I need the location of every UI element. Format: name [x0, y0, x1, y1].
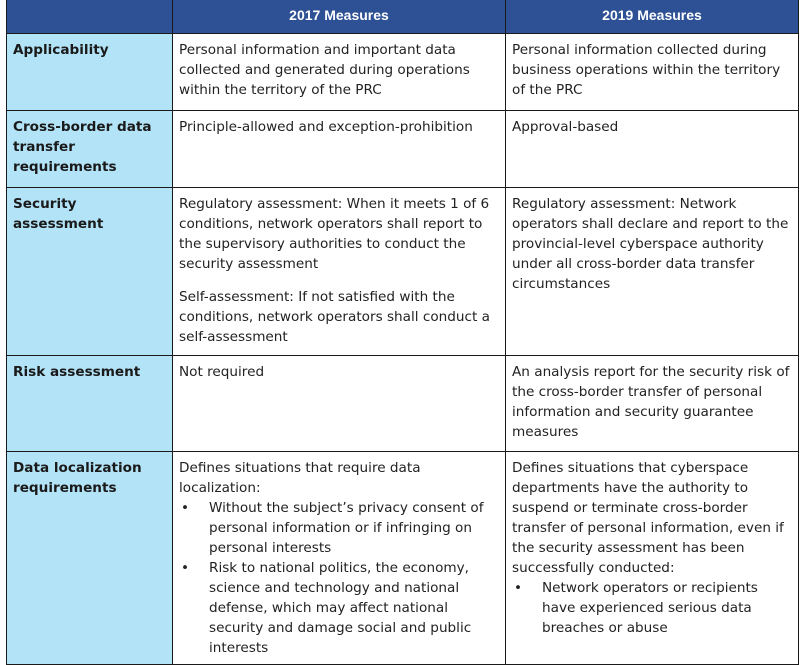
- bullet-list: [179, 498, 499, 658]
- table-row-risk-assessment: [7, 356, 799, 452]
- list-item: [180, 558, 499, 658]
- header-2019-measures: 2019 Measures: [506, 0, 799, 34]
- cell-text: Principle-allowed and exception-prohibition: [179, 119, 473, 135]
- list-item: [180, 498, 499, 558]
- cell-2019: [506, 356, 799, 452]
- comparison-table: [6, 0, 799, 665]
- cell-2017: [173, 452, 506, 665]
- cell-2017: [173, 34, 506, 111]
- cell-text: An analysis report for the security risk of the cross-border transfer of personal information and security guarantee measures: [512, 364, 790, 440]
- list-item-text: Risk to national politics, the economy, science and technology and national defense, which may affect national security and damage social and public interests: [209, 560, 472, 656]
- row-label: Security assessment: [7, 188, 173, 356]
- row-label: Risk assessment: [7, 356, 173, 452]
- cell-text-self-assessment: Self-assessment: If not satisfied with the conditions, network operators shall conduct a self-assessment: [179, 289, 490, 345]
- list-item-text: Without the subject’s privacy consent of personal information or if infringing on personal interests: [209, 500, 484, 556]
- cell-2017: [173, 188, 506, 356]
- cell-text-regulatory: Regulatory assessment: Network operators shall declare and report to the provincial-level cyberspace authority under all cross-border data transfer circumstances: [512, 196, 789, 292]
- cell-text: Approval-based: [512, 119, 619, 135]
- cell-intro: Defines situations that require data localization:: [179, 460, 421, 496]
- cell-text: Personal information collected during business operations within the territory of the PRC: [512, 42, 781, 98]
- table-row-security-assessment: [7, 188, 799, 356]
- table-row-applicability: [7, 34, 799, 111]
- row-label: Data localization requirements: [7, 452, 173, 665]
- cell-2019: [506, 452, 799, 665]
- list-item-text: Network operators or recipients have experienced serious data breaches or abuse: [542, 580, 758, 636]
- bullet-icon: •: [180, 560, 190, 576]
- header-blank: [7, 0, 173, 34]
- cell-2019: [506, 111, 799, 188]
- cell-2019: [506, 188, 799, 356]
- bullet-icon: •: [180, 500, 190, 516]
- row-label: Applicability: [7, 34, 173, 111]
- cell-2017: [173, 356, 506, 452]
- row-label: Cross-border data transfer requirements: [7, 111, 173, 188]
- table-row-data-localization: [7, 452, 799, 665]
- cell-text: Personal information and important data collected and generated during operations within the territory of the PRC: [179, 42, 470, 98]
- header-row: [7, 0, 799, 34]
- bullet-list: [512, 578, 792, 638]
- table-row-cross-border-transfer: [7, 111, 799, 188]
- cell-2017: [173, 111, 506, 188]
- cell-text: Not required: [179, 364, 265, 380]
- cell-text-regulatory: Regulatory assessment: When it meets 1 of 6 conditions, network operators shall report to the supervisory authorities to conduct the security assessment: [179, 196, 490, 272]
- list-item: [513, 578, 792, 638]
- cell-2019: [506, 34, 799, 111]
- bullet-icon: •: [513, 580, 523, 596]
- cell-intro: Defines situations that cyberspace departments have the authority to suspend or terminate cross-border transfer of personal information, even if the security assessment has been successfully conducted:: [512, 460, 784, 576]
- header-2017-measures: 2017 Measures: [173, 0, 506, 34]
